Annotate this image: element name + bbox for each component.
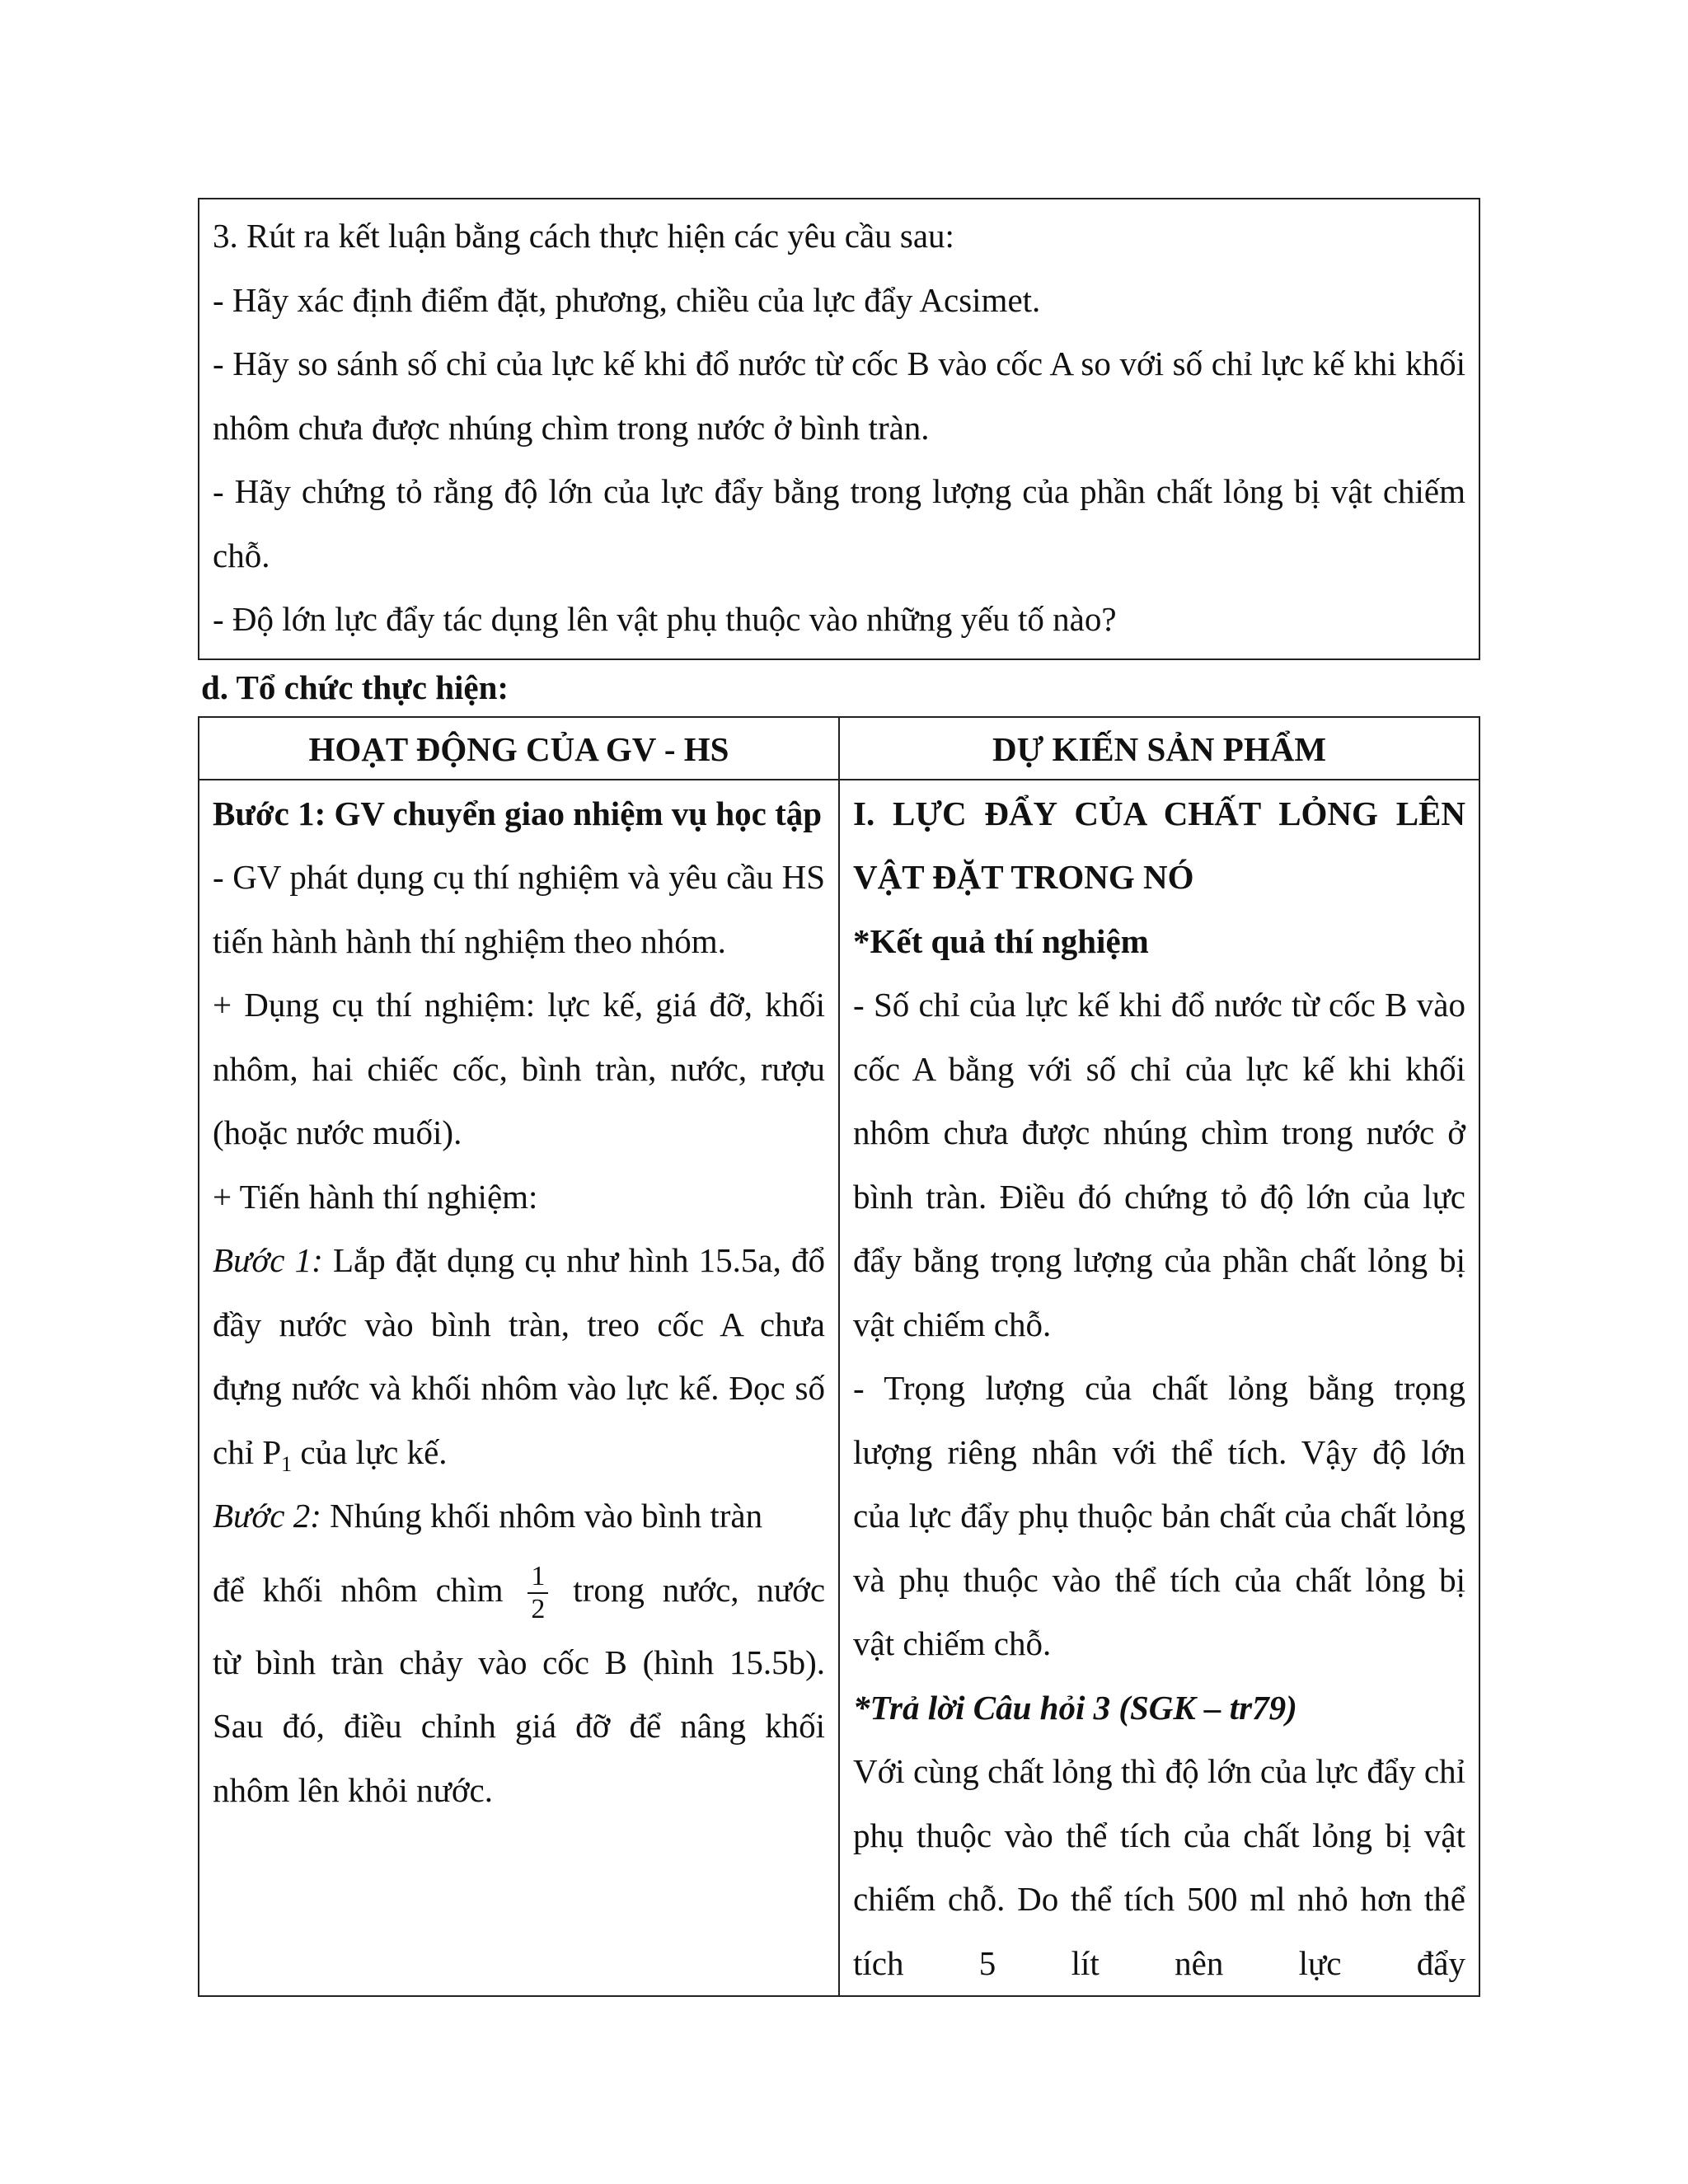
answer-title: *Trả lời Câu hỏi 3 (SGK – tr79) [853,1688,1297,1727]
paragraph: - Trọng lượng của chất lỏng bằng trọng lượng riêng nhân với thể tích. Vậy độ lớn của lực đẩy phụ thuộc bản chất của chất lỏng và phụ thuộc vào thể tích của chất lỏng bị vật chiếm chỗ. [853,1369,1465,1662]
step-text: Nhúng khối nhôm vào bình tràn [321,1497,763,1535]
requirements-box [198,198,1480,660]
step-label: Bước 2: [213,1497,321,1535]
product-section-title: I. LỰC ĐẨY CỦA CHẤT LỎNG LÊN VẬT ĐẶT TRONG NÓ [853,794,1465,896]
step-text-end: của lực kế. [292,1432,448,1471]
paragraph-step-1 [213,1229,825,1484]
activity-table [198,716,1480,1998]
paragraph: + Dụng cụ thí nghiệm: lực kế, giá đỡ, khối nhôm, hai chiếc cốc, bình tràn, nước, rượu (hoặc nước muối). [213,986,825,1151]
fraction [528,1561,548,1625]
fraction-numerator: 1 [528,1561,548,1594]
step-label: Bước 1: [213,1241,323,1279]
requirement-line: 3. Rút ra kết luận bằng cách thực hiện các yêu cầu sau: [213,217,954,255]
document-page [198,198,1480,1997]
paragraph: - Số chỉ của lực kế khi đổ nước từ cốc B vào cốc A bằng với số chỉ của lực kế khi khối nhôm chưa được nhúng chìm trong nước ở bình tràn. Điều đó chứng tỏ độ lớn của lực đẩy bằng trọng lượng của phần chất lỏng bị vật chiếm chỗ. [853,986,1465,1343]
requirement-line: - Độ lớn lực đẩy tác dụng lên vật phụ thuộc vào những yếu tố nào? [213,600,1117,638]
paragraph-step-2 [213,1484,825,1549]
requirement-line: - Hãy so sánh số chỉ của lực kế khi đổ nước từ cốc B vào cốc A so với số chỉ lực kế khi khối nhôm chưa được nhúng chìm trong nước ở bình tràn. [213,344,1465,447]
paragraph: + Tiến hành thí nghiệm: [213,1177,538,1216]
step-title: Bước 1: GV chuyển giao nhiệm vụ học tập [213,794,823,832]
result-title: *Kết quả thí nghiệm [853,921,1149,960]
header-expected-product: DỰ KIẾN SẢN PHẨM [839,717,1479,780]
step-text: Lắp đặt dụng cụ như hình 15.5a, đổ đầy nước vào bình tràn, treo cốc A chưa đựng nước và khối nhôm vào lực kế. Đọc số chỉ P [213,1241,825,1471]
table-row [199,780,1479,1997]
paragraph: - GV phát dụng cụ thí nghiệm và yêu cầu HS tiến hành hành thí nghiệm theo nhóm. [213,858,825,960]
fraction-line [213,1549,825,1631]
subscript: 1 [281,1451,293,1476]
paragraph: từ bình tràn chảy vào cốc B (hình 15.5b). Sau đó, điều chỉnh giá đỡ để nâng khối nhôm lên khỏi nước. [213,1643,825,1809]
fraction-denominator: 2 [531,1594,546,1625]
requirement-line: - Hãy chứng tỏ rằng độ lớn của lực đẩy bằng trong lượng của phần chất lỏng bị vật chiếm chỗ. [213,472,1465,574]
paragraph: Với cùng chất lỏng thì độ lớn của lực đẩy chỉ phụ thuộc vào thể tích của chất lỏng bị vật chiếm chỗ. Do thể tích 500 ml nhỏ hơn thể tích 5 lít nên lực đẩy [853,1752,1465,1982]
requirement-line: - Hãy xác định điểm đặt, phương, chiều của lực đẩy Acsimet. [213,280,1041,319]
product-cell [839,780,1479,1997]
section-heading: d. Tổ chức thực hiện: [201,668,509,706]
fraction-line-pre: để khối nhôm chìm [213,1570,504,1609]
header-teacher-student-activity: HOẠT ĐỘNG CỦA GV - HS [199,717,839,780]
activity-cell [199,780,839,1997]
table-header-row [199,717,1479,780]
fraction-line-post: trong nước, nước [573,1570,826,1609]
